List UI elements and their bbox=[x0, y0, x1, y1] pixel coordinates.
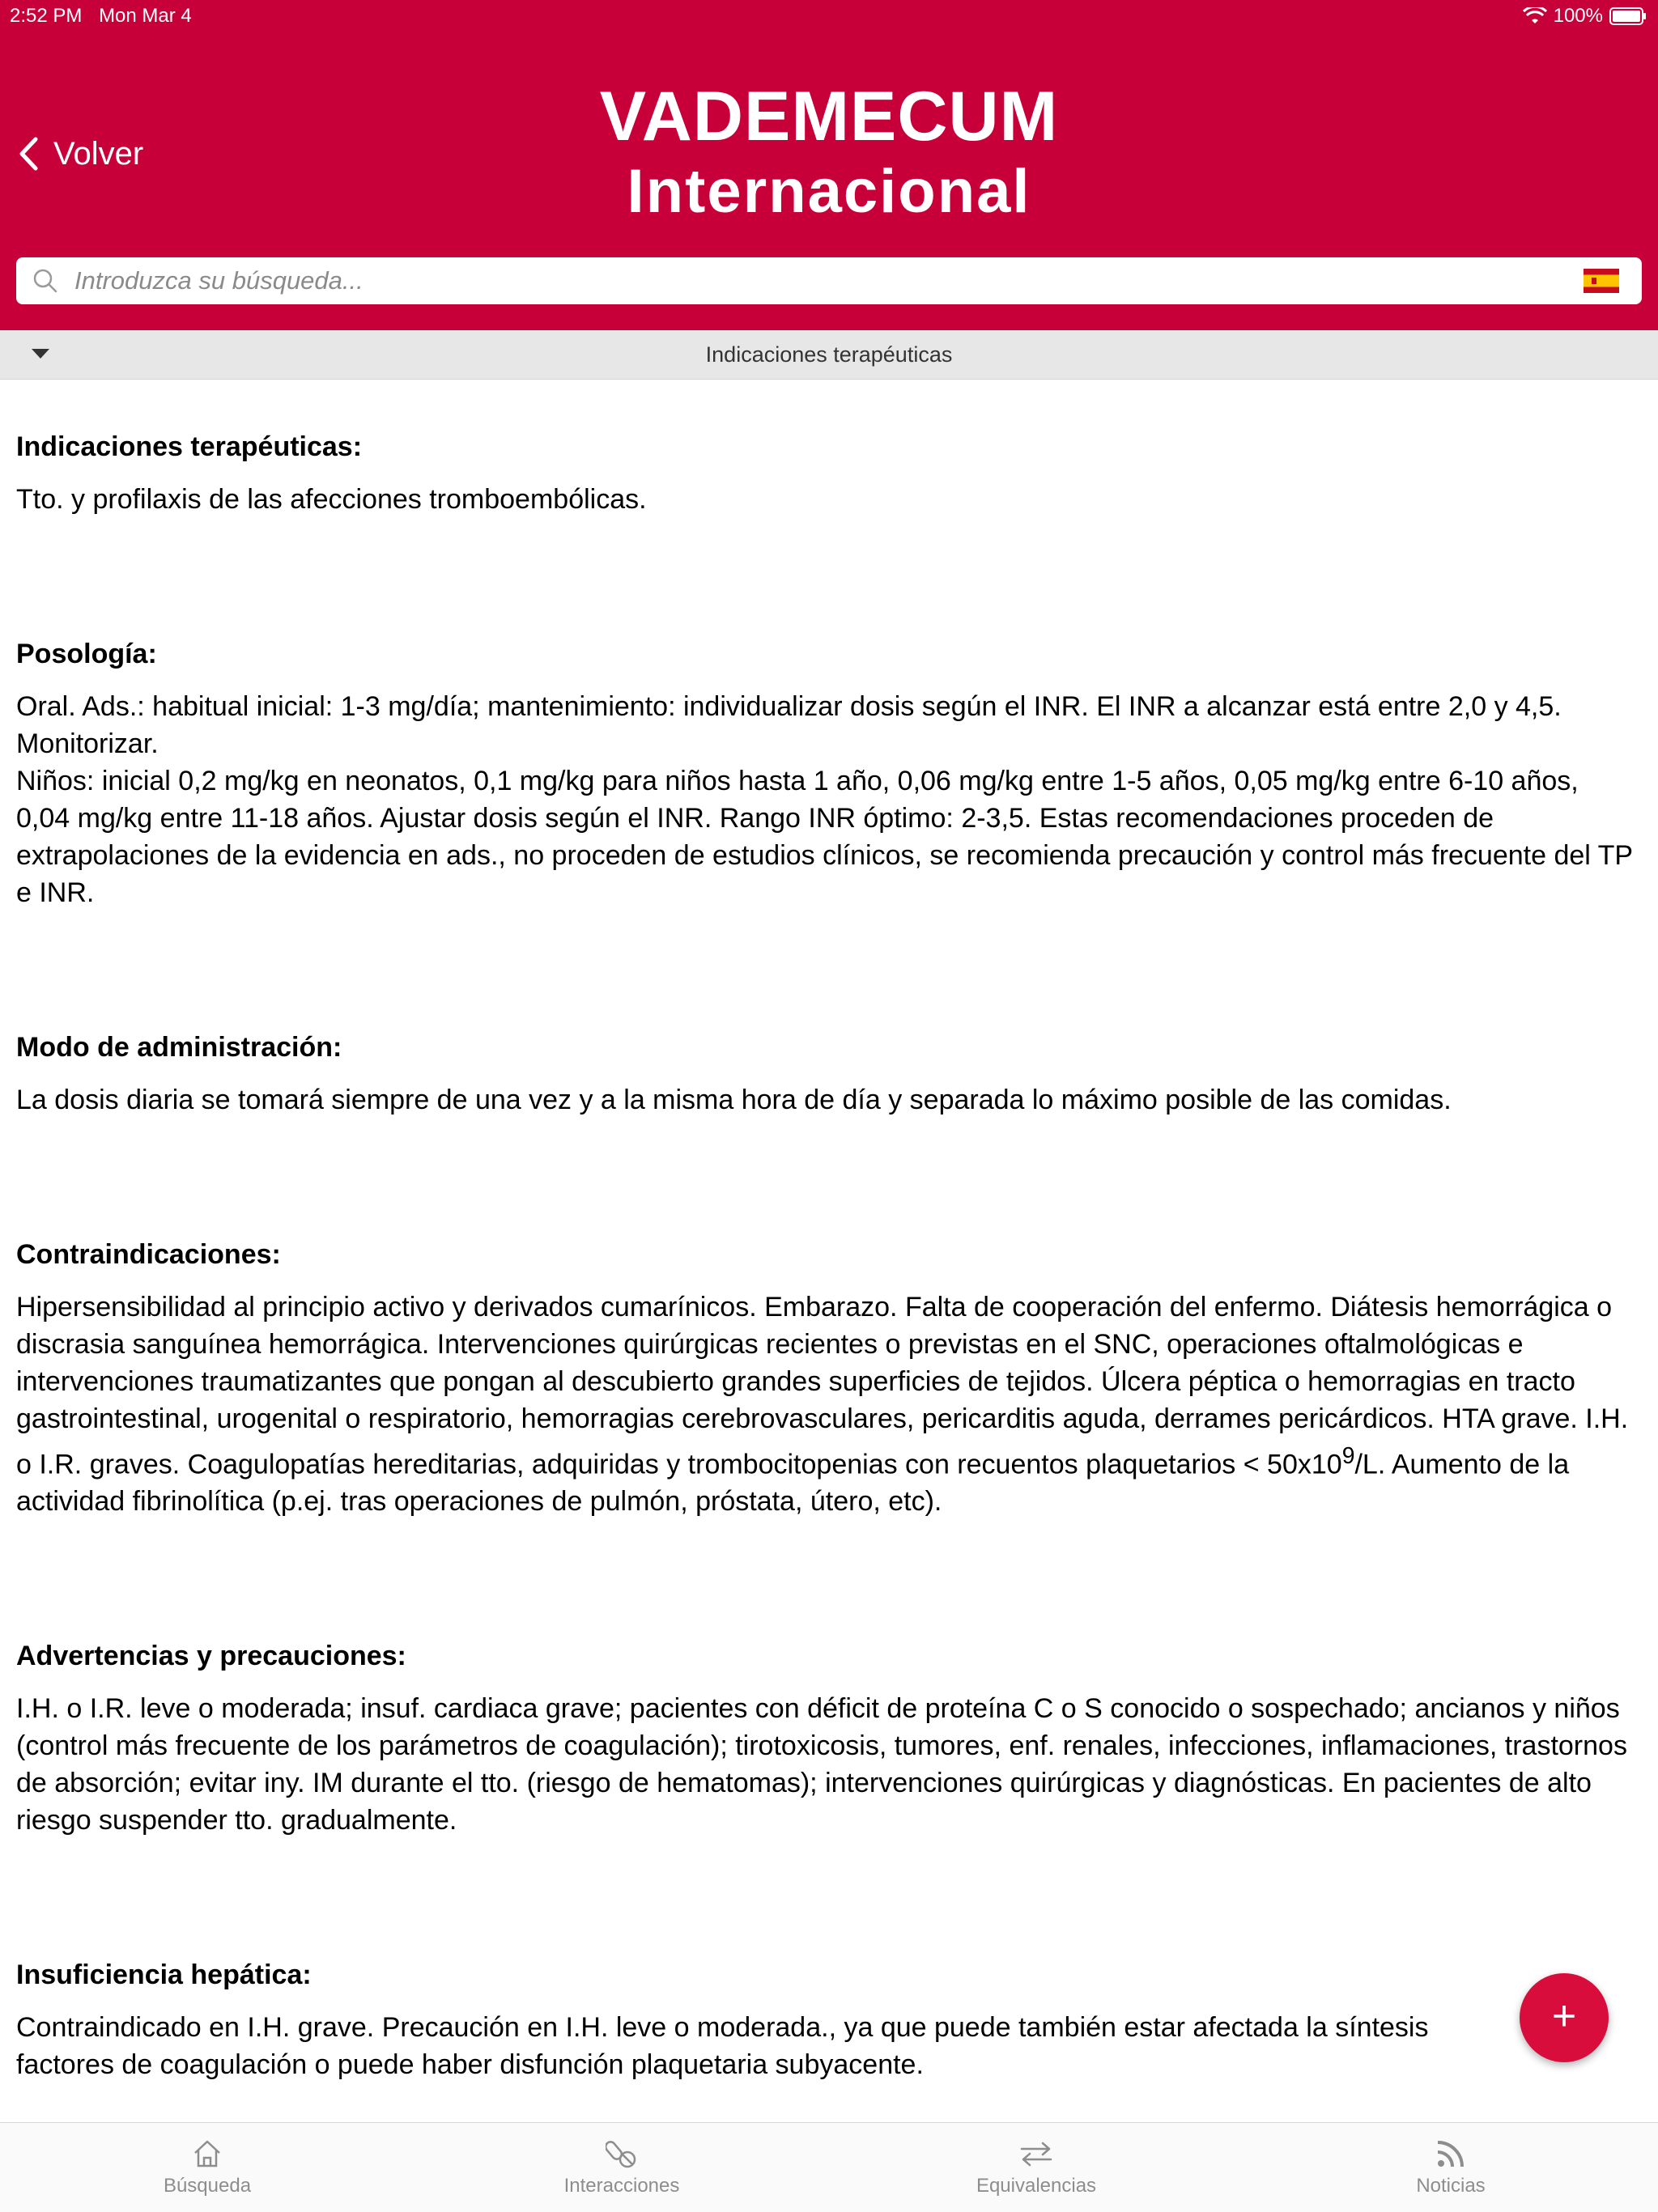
section-title: Insuficiencia hepática: bbox=[16, 1959, 312, 1991]
status-time: 2:52 PM bbox=[10, 5, 83, 27]
logo-subtitle: Internacional bbox=[627, 157, 1031, 226]
section-title: Posología: bbox=[16, 639, 157, 669]
section-body-part: Hipersensibilidad al principio activo y derivados cumarínicos. Embarazo. Falta de cooperación del enfermo. Diátesis hemorrágica o discrasia sanguínea hemorrágica. Intervenciones quirúrgicas recientes o previstas en el SNC, operaciones oftalmológicas e intervenciones traumatizantes que pongan al descubierto grandes superficies de tejidos. Úlcera péptica o hemorragias en tracto gastrointestinal, urogenital o respiratorio, hemorragias cerebrovasculares, pericarditis aguda, derrames pericárdicos. HTA grave. I.H. o I.R. graves. Coagulopatías hereditarias, adquiridas y trombocitopenias con recuentos plaquetarios < 50x10 bbox=[16, 1292, 1629, 1480]
logo-title: VADEMECUM bbox=[599, 78, 1059, 155]
tab-label: Interacciones bbox=[563, 2175, 680, 2197]
tab-busqueda[interactable] bbox=[0, 2123, 414, 2212]
search-input[interactable] bbox=[73, 265, 1574, 296]
back-label: Volver bbox=[53, 135, 144, 172]
wifi-icon bbox=[1523, 7, 1547, 25]
section-title: Contraindicaciones: bbox=[16, 1239, 281, 1270]
tab-interacciones[interactable] bbox=[414, 2123, 829, 2212]
section-title: Advertencias y precauciones: bbox=[16, 1641, 406, 1672]
search-icon bbox=[32, 268, 58, 294]
section-title: Indicaciones terapéuticas: bbox=[16, 431, 363, 462]
tab-label: Noticias bbox=[1416, 2175, 1486, 2197]
pills-icon bbox=[606, 2138, 638, 2170]
section-body: I.H. o I.R. leve o moderada; insuf. cardiaca grave; pacientes con déficit de proteína C o S conocido o sospechado; ancianos y niños (control más frecuente de los parámetros de coagulación); tirotoxicosis, tumores, enf. renales, infecciones, inflamaciones, trastornos de absorción; evitar iny. IM durante el tto. (riesgo de hematomas); intervenciones quirúrgicas y diagnósticas. En pacientes de alto riesgo suspender tto. gradualmente. bbox=[16, 1693, 1627, 1836]
section-indicaciones bbox=[16, 429, 1635, 518]
tab-label: Búsqueda bbox=[163, 2175, 252, 2197]
section-advertencias bbox=[16, 1638, 1635, 1839]
rss-icon bbox=[1435, 2138, 1467, 2170]
battery-icon bbox=[1609, 7, 1647, 25]
section-body-part: /L. Aumento de la actividad fibrinolítica (p.ej. tras operaciones de pulmón, próstata, útero, etc). bbox=[16, 1449, 1570, 1518]
tab-noticias[interactable] bbox=[1244, 2123, 1658, 2212]
section-body: La dosis diaria se tomará siempre de una vez y a la misma hora de día y separada lo máximo posible de las comidas. bbox=[16, 1085, 1452, 1115]
section-selector-label: Indicaciones terapéuticas bbox=[705, 342, 953, 367]
swap-arrows-icon bbox=[1018, 2138, 1054, 2170]
section-body: Tto. y profilaxis de las afecciones tromboembólicas. bbox=[16, 484, 647, 515]
add-button[interactable]: + bbox=[1520, 1973, 1609, 2062]
section-selector[interactable] bbox=[0, 330, 1658, 380]
monograph-content bbox=[16, 429, 1635, 2083]
home-icon bbox=[191, 2138, 223, 2170]
app-logo bbox=[0, 78, 1658, 228]
tab-label: Equivalencias bbox=[976, 2175, 1097, 2197]
section-insuficiencia-hepatica bbox=[16, 1957, 1635, 2083]
spain-flag-icon[interactable] bbox=[1584, 269, 1619, 293]
section-modo-administracion bbox=[16, 1030, 1635, 1119]
status-date: Mon Mar 4 bbox=[99, 5, 192, 27]
superscript-exponent: 9 bbox=[1341, 1443, 1355, 1469]
section-contraindicaciones bbox=[16, 1237, 1635, 1520]
tab-bar bbox=[0, 2122, 1658, 2212]
status-bar bbox=[0, 0, 1658, 32]
section-body: Contraindicado en I.H. grave. Precaución en I.H. leve o moderada., ya que puede también estar afectada la síntesis factores de coagulación o puede haber disfunción plaquetaria subyacente. bbox=[16, 2012, 1429, 2081]
battery-percent: 100% bbox=[1553, 5, 1603, 27]
tab-equivalencias[interactable] bbox=[829, 2123, 1244, 2212]
section-body: Oral. Ads.: habitual inicial: 1-3 mg/día; mantenimiento: individualizar dosis según el INR. El INR a alcanzar está entre 2,0 y 4,5. Monitorizar. Niños: inicial 0,2 mg/kg en neonatos, 0,1 mg/kg para niños hasta 1 año, 0,06 mg/kg entre 1-5 años, 0,05 mg/kg entre 6-10 años, 0,04 mg/kg entre 11-18 años. Ajustar dosis según el INR. Rango INR óptimo: 2-3,5. Estas recomendaciones proceden de extrapolaciones de la evidencia en ads., no proceden de estudios clínicos, se recomienda precaución y control más frecuente del TP e INR. bbox=[16, 691, 1633, 908]
section-body bbox=[16, 1289, 1635, 1520]
section-posologia bbox=[16, 636, 1635, 911]
section-title: Modo de administración: bbox=[16, 1032, 342, 1063]
app-header bbox=[0, 0, 1658, 330]
search-bar bbox=[16, 257, 1642, 304]
